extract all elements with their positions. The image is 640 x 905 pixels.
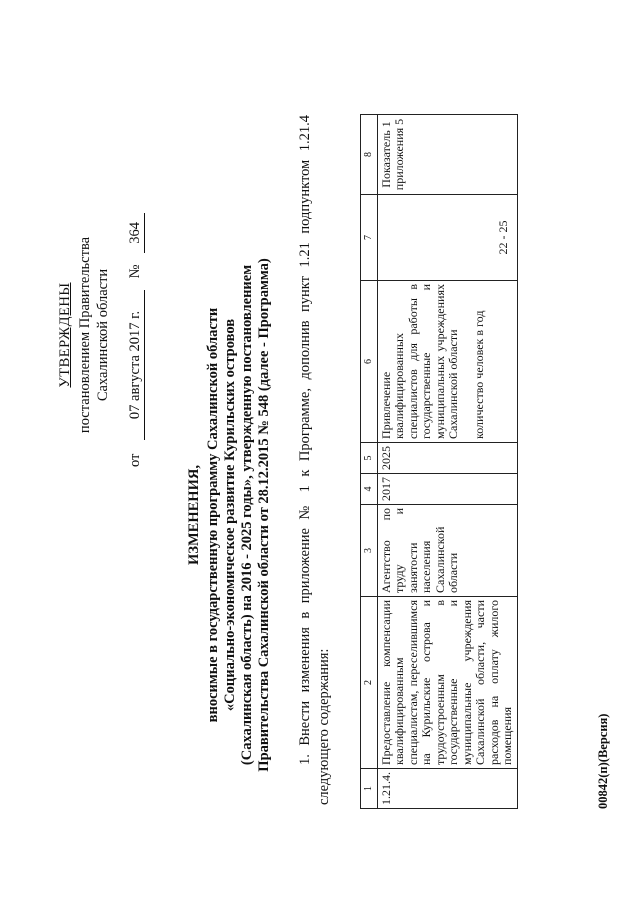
table-header-cell: 2 — [361, 597, 378, 769]
approval-number-sign: № — [127, 264, 143, 279]
table-header-cell: 7 — [361, 195, 378, 281]
result-unit: количество человек в год — [471, 310, 486, 439]
approval-date-row — [126, 185, 145, 485]
heading-line-1: вносимые в государственную программу Сахалинской области — [205, 307, 221, 723]
row-number-cell: 1.21.4. — [377, 769, 517, 809]
start-year-cell: 2017 — [377, 474, 517, 505]
table-header-cell: 1 — [361, 769, 378, 809]
result-cell — [377, 281, 517, 443]
changes-table — [360, 114, 518, 809]
approval-number: 364 — [126, 213, 145, 253]
measure-name-cell: Предоставление компенсации квалифицированным специалистам, переселившимся на Курильские острова и трудоустроенным в государственные и муниципальные учреждения Сахалинской области, части расходов на оплату жилого помещения — [377, 597, 517, 769]
heading-line-4: Правительства Сахалинской области от 28.12.2015 № 548 (далее - Программа) — [256, 258, 272, 772]
approval-title: УТВЕРЖДЕНЫ — [57, 282, 73, 388]
table-header-cell: 8 — [361, 115, 378, 195]
heading-title: ИЗМЕНЕНИЯ, — [186, 465, 202, 565]
end-year-cell: 2025 — [377, 443, 517, 474]
table-header-cell: 6 — [361, 281, 378, 443]
heading-line-2: «Социально-экономическое развитие Курильских островов — [222, 318, 238, 712]
approval-block — [56, 185, 145, 485]
executor-cell: Агентство по труду и занятости населения Сахалинской области — [377, 505, 517, 597]
approval-line-2: Сахалинской области — [95, 268, 111, 402]
table-header-cell: 5 — [361, 443, 378, 474]
table-header-cell: 4 — [361, 474, 378, 505]
table-header-cell: 3 — [361, 505, 378, 597]
document-heading — [186, 255, 273, 775]
approval-from-label: от — [127, 453, 143, 467]
table-row — [377, 115, 517, 809]
link-indicator-cell: Показатель 1 приложения 5 — [377, 115, 517, 195]
heading-line-3: (Сахалинская область) на 2016 - 2025 годы», утвержденную постановлением — [239, 264, 255, 766]
document-footer-code: 00842(п)(Версия) — [596, 713, 610, 809]
indicator-value-cell: 22 - 25 — [377, 195, 517, 281]
result-description: Привлечение квалифицированных специалистов для работы в государственные и муниципальных учреждениях Сахалинской области — [378, 284, 460, 439]
approval-date: 07 августа 2017 г. — [126, 290, 145, 440]
table-header-row — [361, 115, 378, 809]
intro-paragraph: 1. Внести изменения в приложение № 1 к Программе, дополнив пункт 1.21 подпунктом 1.21.4 следующего содержания: — [297, 115, 332, 805]
approval-line-1: постановлением Правительства — [77, 236, 93, 434]
